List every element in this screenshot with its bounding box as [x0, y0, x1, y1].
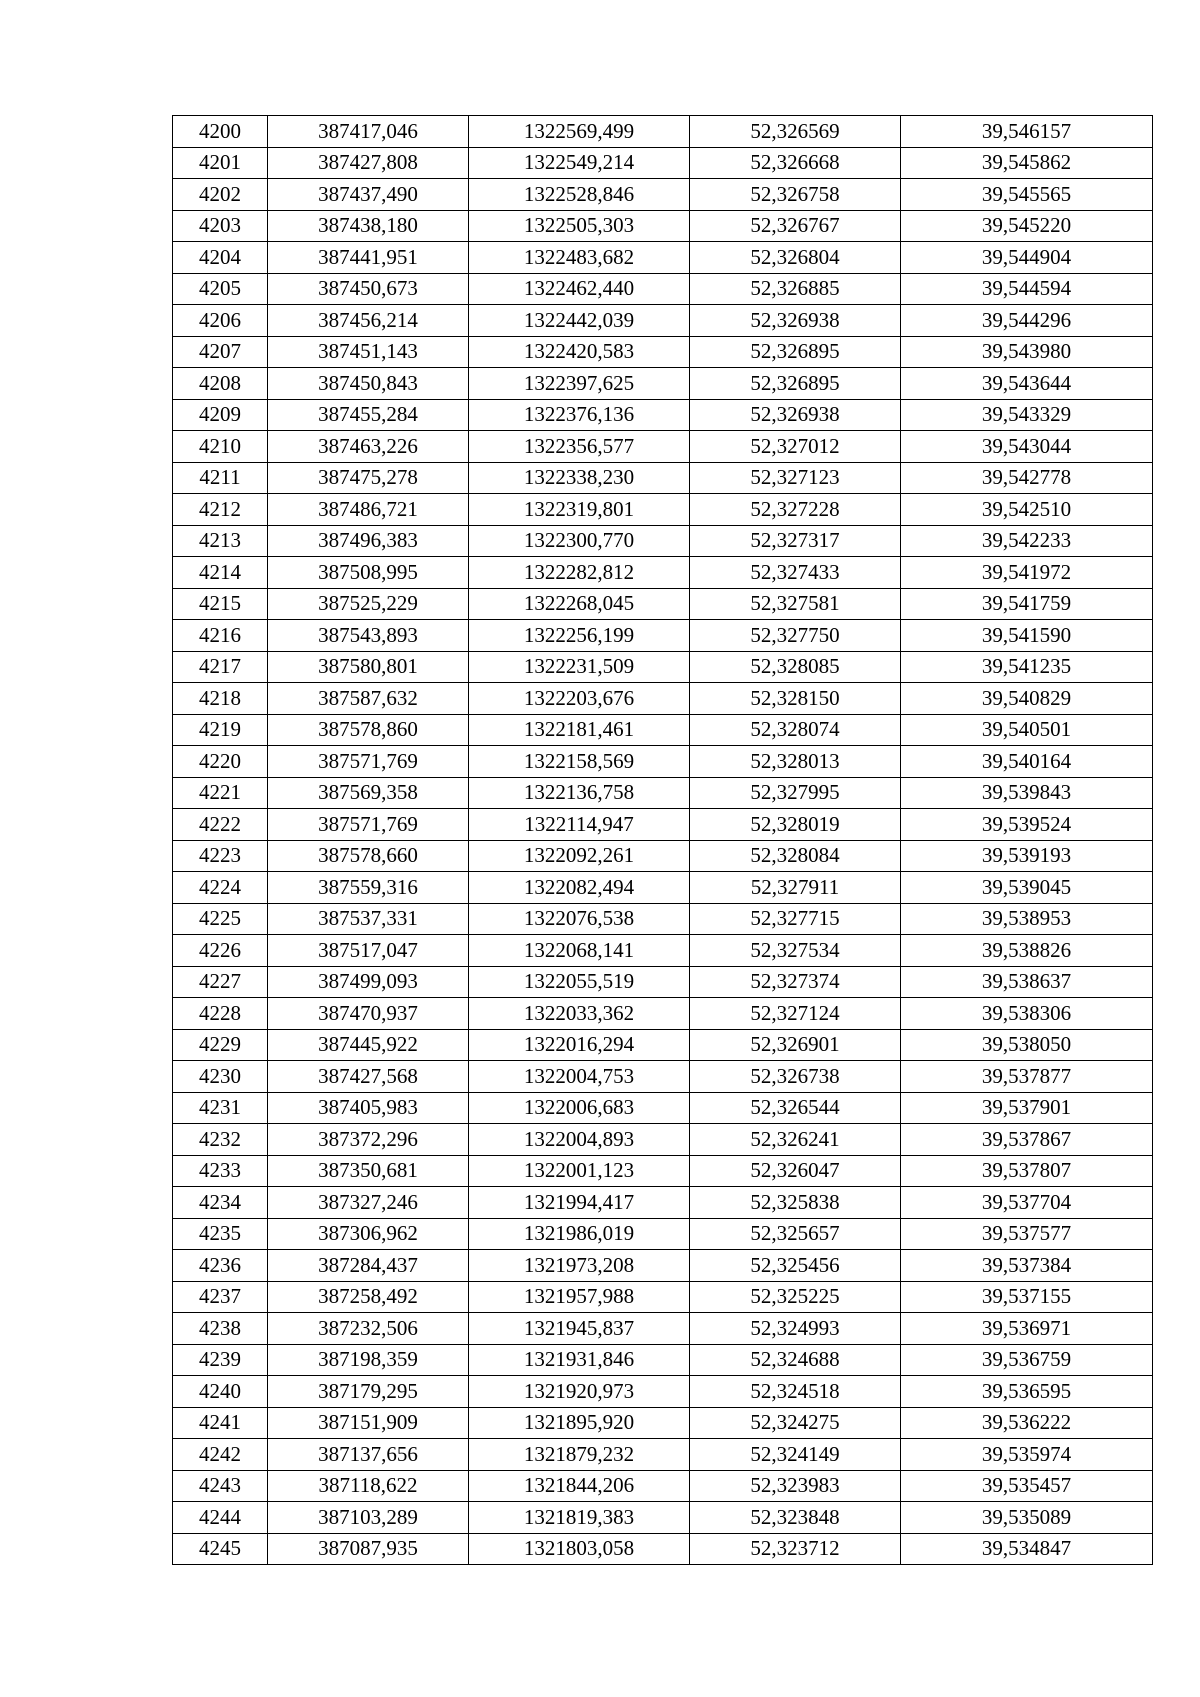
point-number-cell: 4234: [173, 1187, 268, 1219]
y-coordinate-cell: 1322483,682: [469, 242, 690, 274]
x-coordinate-cell: 387456,214: [268, 305, 469, 337]
longitude-cell: 39,543044: [901, 431, 1153, 463]
x-coordinate-cell: 387284,437: [268, 1250, 469, 1282]
x-coordinate-cell: 387496,383: [268, 525, 469, 557]
table-row: [173, 147, 1153, 179]
latitude-cell: 52,324688: [690, 1344, 901, 1376]
table-row: [173, 809, 1153, 841]
latitude-cell: 52,326901: [690, 1029, 901, 1061]
x-coordinate-cell: 387578,860: [268, 714, 469, 746]
longitude-cell: 39,539193: [901, 840, 1153, 872]
x-coordinate-cell: 387137,656: [268, 1439, 469, 1471]
x-coordinate-cell: 387517,047: [268, 935, 469, 967]
longitude-cell: 39,536222: [901, 1407, 1153, 1439]
longitude-cell: 39,541759: [901, 588, 1153, 620]
x-coordinate-cell: 387258,492: [268, 1281, 469, 1313]
y-coordinate-cell: 1322004,893: [469, 1124, 690, 1156]
y-coordinate-cell: 1322397,625: [469, 368, 690, 400]
y-coordinate-cell: 1322092,261: [469, 840, 690, 872]
y-coordinate-cell: 1322505,303: [469, 210, 690, 242]
x-coordinate-cell: 387499,093: [268, 966, 469, 998]
y-coordinate-cell: 1322442,039: [469, 305, 690, 337]
x-coordinate-cell: 387450,673: [268, 273, 469, 305]
longitude-cell: 39,535457: [901, 1470, 1153, 1502]
point-number-cell: 4228: [173, 998, 268, 1030]
x-coordinate-cell: 387475,278: [268, 462, 469, 494]
latitude-cell: 52,327012: [690, 431, 901, 463]
table-row: [173, 557, 1153, 589]
point-number-cell: 4235: [173, 1218, 268, 1250]
point-number-cell: 4238: [173, 1313, 268, 1345]
longitude-cell: 39,537704: [901, 1187, 1153, 1219]
latitude-cell: 52,323712: [690, 1533, 901, 1565]
longitude-cell: 39,545220: [901, 210, 1153, 242]
table-row: [173, 462, 1153, 494]
table-row: [173, 242, 1153, 274]
x-coordinate-cell: 387306,962: [268, 1218, 469, 1250]
latitude-cell: 52,327534: [690, 935, 901, 967]
latitude-cell: 52,326738: [690, 1061, 901, 1093]
latitude-cell: 52,328074: [690, 714, 901, 746]
latitude-cell: 52,326569: [690, 116, 901, 148]
table-row: [173, 746, 1153, 778]
latitude-cell: 52,327581: [690, 588, 901, 620]
x-coordinate-cell: 387372,296: [268, 1124, 469, 1156]
x-coordinate-cell: 387427,808: [268, 147, 469, 179]
x-coordinate-cell: 387463,226: [268, 431, 469, 463]
y-coordinate-cell: 1321895,920: [469, 1407, 690, 1439]
y-coordinate-cell: 1322001,123: [469, 1155, 690, 1187]
longitude-cell: 39,544594: [901, 273, 1153, 305]
longitude-cell: 39,537155: [901, 1281, 1153, 1313]
y-coordinate-cell: 1321957,988: [469, 1281, 690, 1313]
coordinates-table: [172, 115, 1153, 1565]
latitude-cell: 52,327433: [690, 557, 901, 589]
latitude-cell: 52,326895: [690, 368, 901, 400]
y-coordinate-cell: 1322004,753: [469, 1061, 690, 1093]
table-row: [173, 1124, 1153, 1156]
point-number-cell: 4217: [173, 651, 268, 683]
longitude-cell: 39,536595: [901, 1376, 1153, 1408]
latitude-cell: 52,326767: [690, 210, 901, 242]
x-coordinate-cell: 387486,721: [268, 494, 469, 526]
x-coordinate-cell: 387450,843: [268, 368, 469, 400]
longitude-cell: 39,539045: [901, 872, 1153, 904]
y-coordinate-cell: 1322268,045: [469, 588, 690, 620]
y-coordinate-cell: 1322082,494: [469, 872, 690, 904]
point-number-cell: 4230: [173, 1061, 268, 1093]
x-coordinate-cell: 387179,295: [268, 1376, 469, 1408]
latitude-cell: 52,324518: [690, 1376, 901, 1408]
latitude-cell: 52,326895: [690, 336, 901, 368]
point-number-cell: 4243: [173, 1470, 268, 1502]
point-number-cell: 4201: [173, 147, 268, 179]
table-row: [173, 840, 1153, 872]
longitude-cell: 39,538306: [901, 998, 1153, 1030]
y-coordinate-cell: 1322549,214: [469, 147, 690, 179]
x-coordinate-cell: 387451,143: [268, 336, 469, 368]
point-number-cell: 4216: [173, 620, 268, 652]
table-row: [173, 368, 1153, 400]
point-number-cell: 4221: [173, 777, 268, 809]
x-coordinate-cell: 387559,316: [268, 872, 469, 904]
point-number-cell: 4205: [173, 273, 268, 305]
latitude-cell: 52,327124: [690, 998, 901, 1030]
longitude-cell: 39,535974: [901, 1439, 1153, 1471]
table-row: [173, 1155, 1153, 1187]
point-number-cell: 4208: [173, 368, 268, 400]
y-coordinate-cell: 1322338,230: [469, 462, 690, 494]
longitude-cell: 39,539843: [901, 777, 1153, 809]
latitude-cell: 52,327750: [690, 620, 901, 652]
y-coordinate-cell: 1321844,206: [469, 1470, 690, 1502]
x-coordinate-cell: 387087,935: [268, 1533, 469, 1565]
longitude-cell: 39,541972: [901, 557, 1153, 589]
x-coordinate-cell: 387543,893: [268, 620, 469, 652]
latitude-cell: 52,324993: [690, 1313, 901, 1345]
x-coordinate-cell: 387587,632: [268, 683, 469, 715]
point-number-cell: 4220: [173, 746, 268, 778]
longitude-cell: 39,545862: [901, 147, 1153, 179]
longitude-cell: 39,542233: [901, 525, 1153, 557]
longitude-cell: 39,538826: [901, 935, 1153, 967]
x-coordinate-cell: 387569,358: [268, 777, 469, 809]
table-row: [173, 1344, 1153, 1376]
point-number-cell: 4209: [173, 399, 268, 431]
x-coordinate-cell: 387198,359: [268, 1344, 469, 1376]
latitude-cell: 52,327715: [690, 903, 901, 935]
latitude-cell: 52,326544: [690, 1092, 901, 1124]
y-coordinate-cell: 1321986,019: [469, 1218, 690, 1250]
y-coordinate-cell: 1322282,812: [469, 557, 690, 589]
longitude-cell: 39,545565: [901, 179, 1153, 211]
table-row: [173, 1313, 1153, 1345]
point-number-cell: 4225: [173, 903, 268, 935]
table-row: [173, 179, 1153, 211]
point-number-cell: 4232: [173, 1124, 268, 1156]
y-coordinate-cell: 1322203,676: [469, 683, 690, 715]
longitude-cell: 39,539524: [901, 809, 1153, 841]
y-coordinate-cell: 1322076,538: [469, 903, 690, 935]
x-coordinate-cell: 387578,660: [268, 840, 469, 872]
y-coordinate-cell: 1322068,141: [469, 935, 690, 967]
x-coordinate-cell: 387350,681: [268, 1155, 469, 1187]
y-coordinate-cell: 1322055,519: [469, 966, 690, 998]
table-row: [173, 1281, 1153, 1313]
point-number-cell: 4211: [173, 462, 268, 494]
longitude-cell: 39,543980: [901, 336, 1153, 368]
point-number-cell: 4218: [173, 683, 268, 715]
longitude-cell: 39,546157: [901, 116, 1153, 148]
point-number-cell: 4233: [173, 1155, 268, 1187]
point-number-cell: 4200: [173, 116, 268, 148]
longitude-cell: 39,537384: [901, 1250, 1153, 1282]
table-row: [173, 1533, 1153, 1565]
x-coordinate-cell: 387508,995: [268, 557, 469, 589]
table-row: [173, 998, 1153, 1030]
y-coordinate-cell: 1322356,577: [469, 431, 690, 463]
point-number-cell: 4224: [173, 872, 268, 904]
point-number-cell: 4236: [173, 1250, 268, 1282]
x-coordinate-cell: 387427,568: [268, 1061, 469, 1093]
latitude-cell: 52,326885: [690, 273, 901, 305]
table-row: [173, 1061, 1153, 1093]
latitude-cell: 52,325838: [690, 1187, 901, 1219]
longitude-cell: 39,542510: [901, 494, 1153, 526]
x-coordinate-cell: 387580,801: [268, 651, 469, 683]
point-number-cell: 4212: [173, 494, 268, 526]
y-coordinate-cell: 1322462,440: [469, 273, 690, 305]
latitude-cell: 52,325456: [690, 1250, 901, 1282]
y-coordinate-cell: 1321994,417: [469, 1187, 690, 1219]
point-number-cell: 4240: [173, 1376, 268, 1408]
latitude-cell: 52,328150: [690, 683, 901, 715]
point-number-cell: 4242: [173, 1439, 268, 1471]
longitude-cell: 39,536971: [901, 1313, 1153, 1345]
table-row: [173, 336, 1153, 368]
point-number-cell: 4215: [173, 588, 268, 620]
table-row: [173, 1250, 1153, 1282]
point-number-cell: 4223: [173, 840, 268, 872]
table-row: [173, 651, 1153, 683]
table-row: [173, 1218, 1153, 1250]
table-row: [173, 1092, 1153, 1124]
table-row: [173, 1376, 1153, 1408]
y-coordinate-cell: 1322319,801: [469, 494, 690, 526]
table-row: [173, 903, 1153, 935]
longitude-cell: 39,538953: [901, 903, 1153, 935]
longitude-cell: 39,543644: [901, 368, 1153, 400]
table-row: [173, 1029, 1153, 1061]
table-row: [173, 1407, 1153, 1439]
point-number-cell: 4237: [173, 1281, 268, 1313]
y-coordinate-cell: 1321819,383: [469, 1502, 690, 1534]
table-row: [173, 399, 1153, 431]
latitude-cell: 52,326804: [690, 242, 901, 274]
y-coordinate-cell: 1322376,136: [469, 399, 690, 431]
longitude-cell: 39,535089: [901, 1502, 1153, 1534]
x-coordinate-cell: 387103,289: [268, 1502, 469, 1534]
longitude-cell: 39,537577: [901, 1218, 1153, 1250]
latitude-cell: 52,328085: [690, 651, 901, 683]
longitude-cell: 39,537807: [901, 1155, 1153, 1187]
y-coordinate-cell: 1322300,770: [469, 525, 690, 557]
table-row: [173, 714, 1153, 746]
latitude-cell: 52,326938: [690, 305, 901, 337]
latitude-cell: 52,327995: [690, 777, 901, 809]
longitude-cell: 39,538050: [901, 1029, 1153, 1061]
point-number-cell: 4207: [173, 336, 268, 368]
latitude-cell: 52,326758: [690, 179, 901, 211]
table-row: [173, 210, 1153, 242]
y-coordinate-cell: 1321945,837: [469, 1313, 690, 1345]
y-coordinate-cell: 1322420,583: [469, 336, 690, 368]
latitude-cell: 52,323848: [690, 1502, 901, 1534]
table-row: [173, 305, 1153, 337]
table-row: [173, 872, 1153, 904]
x-coordinate-cell: 387405,983: [268, 1092, 469, 1124]
y-coordinate-cell: 1321803,058: [469, 1533, 690, 1565]
point-number-cell: 4214: [173, 557, 268, 589]
longitude-cell: 39,537877: [901, 1061, 1153, 1093]
latitude-cell: 52,327317: [690, 525, 901, 557]
x-coordinate-cell: 387445,922: [268, 1029, 469, 1061]
table-row: [173, 935, 1153, 967]
longitude-cell: 39,537901: [901, 1092, 1153, 1124]
point-number-cell: 4202: [173, 179, 268, 211]
latitude-cell: 52,327911: [690, 872, 901, 904]
table-row: [173, 777, 1153, 809]
x-coordinate-cell: 387417,046: [268, 116, 469, 148]
y-coordinate-cell: 1322231,509: [469, 651, 690, 683]
x-coordinate-cell: 387455,284: [268, 399, 469, 431]
longitude-cell: 39,544904: [901, 242, 1153, 274]
x-coordinate-cell: 387470,937: [268, 998, 469, 1030]
x-coordinate-cell: 387525,229: [268, 588, 469, 620]
y-coordinate-cell: 1322136,758: [469, 777, 690, 809]
point-number-cell: 4226: [173, 935, 268, 967]
point-number-cell: 4241: [173, 1407, 268, 1439]
x-coordinate-cell: 387537,331: [268, 903, 469, 935]
longitude-cell: 39,538637: [901, 966, 1153, 998]
table-row: [173, 1187, 1153, 1219]
y-coordinate-cell: 1322114,947: [469, 809, 690, 841]
y-coordinate-cell: 1322181,461: [469, 714, 690, 746]
point-number-cell: 4222: [173, 809, 268, 841]
latitude-cell: 52,326047: [690, 1155, 901, 1187]
x-coordinate-cell: 387437,490: [268, 179, 469, 211]
x-coordinate-cell: 387151,909: [268, 1407, 469, 1439]
point-number-cell: 4245: [173, 1533, 268, 1565]
y-coordinate-cell: 1322256,199: [469, 620, 690, 652]
longitude-cell: 39,541590: [901, 620, 1153, 652]
table-row: [173, 683, 1153, 715]
point-number-cell: 4206: [173, 305, 268, 337]
table-row: [173, 1439, 1153, 1471]
latitude-cell: 52,326668: [690, 147, 901, 179]
y-coordinate-cell: 1322158,569: [469, 746, 690, 778]
table-row: [173, 966, 1153, 998]
table-row: [173, 494, 1153, 526]
latitude-cell: 52,324149: [690, 1439, 901, 1471]
longitude-cell: 39,536759: [901, 1344, 1153, 1376]
point-number-cell: 4239: [173, 1344, 268, 1376]
latitude-cell: 52,323983: [690, 1470, 901, 1502]
y-coordinate-cell: 1321931,846: [469, 1344, 690, 1376]
table-row: [173, 588, 1153, 620]
y-coordinate-cell: 1322569,499: [469, 116, 690, 148]
longitude-cell: 39,534847: [901, 1533, 1153, 1565]
table-row: [173, 525, 1153, 557]
table-row: [173, 1502, 1153, 1534]
point-number-cell: 4231: [173, 1092, 268, 1124]
point-number-cell: 4213: [173, 525, 268, 557]
x-coordinate-cell: 387118,622: [268, 1470, 469, 1502]
table-row: [173, 620, 1153, 652]
coordinates-table-body: [173, 116, 1153, 1565]
longitude-cell: 39,540164: [901, 746, 1153, 778]
point-number-cell: 4203: [173, 210, 268, 242]
y-coordinate-cell: 1322033,362: [469, 998, 690, 1030]
latitude-cell: 52,328019: [690, 809, 901, 841]
longitude-cell: 39,543329: [901, 399, 1153, 431]
table-row: [173, 116, 1153, 148]
x-coordinate-cell: 387571,769: [268, 746, 469, 778]
table-row: [173, 273, 1153, 305]
latitude-cell: 52,324275: [690, 1407, 901, 1439]
latitude-cell: 52,325657: [690, 1218, 901, 1250]
x-coordinate-cell: 387327,246: [268, 1187, 469, 1219]
point-number-cell: 4204: [173, 242, 268, 274]
y-coordinate-cell: 1322006,683: [469, 1092, 690, 1124]
point-number-cell: 4227: [173, 966, 268, 998]
latitude-cell: 52,327123: [690, 462, 901, 494]
x-coordinate-cell: 387232,506: [268, 1313, 469, 1345]
latitude-cell: 52,328084: [690, 840, 901, 872]
latitude-cell: 52,327374: [690, 966, 901, 998]
table-row: [173, 431, 1153, 463]
longitude-cell: 39,540829: [901, 683, 1153, 715]
longitude-cell: 39,542778: [901, 462, 1153, 494]
point-number-cell: 4210: [173, 431, 268, 463]
table-row: [173, 1470, 1153, 1502]
longitude-cell: 39,544296: [901, 305, 1153, 337]
latitude-cell: 52,325225: [690, 1281, 901, 1313]
y-coordinate-cell: 1321879,232: [469, 1439, 690, 1471]
y-coordinate-cell: 1321973,208: [469, 1250, 690, 1282]
x-coordinate-cell: 387438,180: [268, 210, 469, 242]
y-coordinate-cell: 1321920,973: [469, 1376, 690, 1408]
point-number-cell: 4219: [173, 714, 268, 746]
latitude-cell: 52,327228: [690, 494, 901, 526]
longitude-cell: 39,540501: [901, 714, 1153, 746]
longitude-cell: 39,541235: [901, 651, 1153, 683]
y-coordinate-cell: 1322016,294: [469, 1029, 690, 1061]
point-number-cell: 4244: [173, 1502, 268, 1534]
point-number-cell: 4229: [173, 1029, 268, 1061]
y-coordinate-cell: 1322528,846: [469, 179, 690, 211]
x-coordinate-cell: 387571,769: [268, 809, 469, 841]
latitude-cell: 52,326241: [690, 1124, 901, 1156]
longitude-cell: 39,537867: [901, 1124, 1153, 1156]
latitude-cell: 52,328013: [690, 746, 901, 778]
latitude-cell: 52,326938: [690, 399, 901, 431]
x-coordinate-cell: 387441,951: [268, 242, 469, 274]
